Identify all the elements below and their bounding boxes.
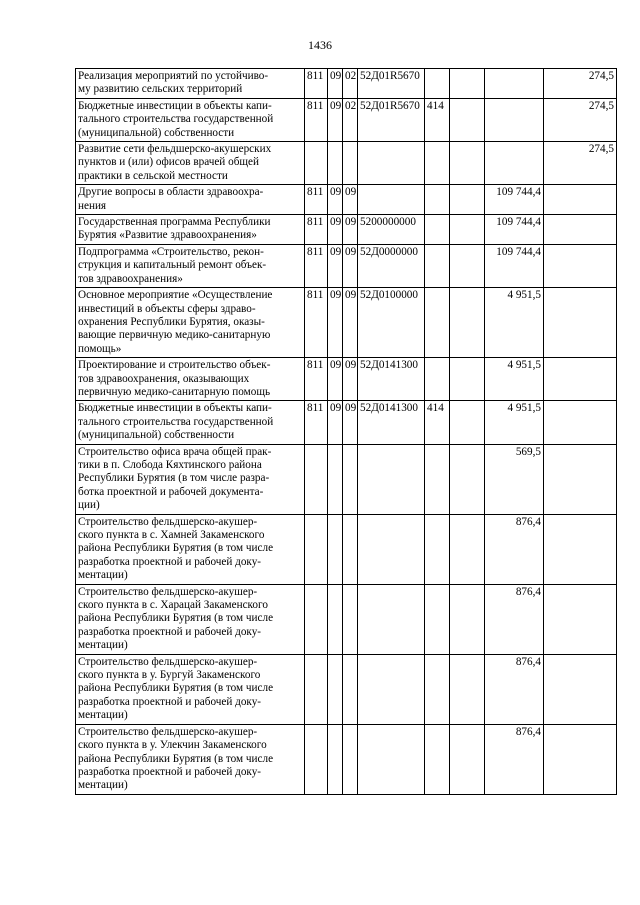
cell-target-article bbox=[358, 444, 425, 514]
cell-section bbox=[328, 724, 343, 794]
cell-sum-2: 109 744,4 bbox=[485, 244, 544, 287]
cell-target-article: 5200000000 bbox=[358, 215, 425, 245]
cell-sum-3: 274,5 bbox=[544, 69, 617, 99]
cell-subsection bbox=[343, 724, 358, 794]
cell-grbs: 811 bbox=[305, 288, 328, 358]
cell-sum-3 bbox=[544, 444, 617, 514]
cell-section bbox=[328, 654, 343, 724]
cell-sum-3 bbox=[544, 215, 617, 245]
cell-section bbox=[328, 142, 343, 185]
cell-name: Строительство офиса врача общей прак- тики в п. Слобода Кяхтинского района Республики Бурятия (в том числе разра- ботка проектной и рабочей документа- ции) bbox=[76, 444, 305, 514]
cell-expense-type bbox=[425, 142, 450, 185]
table-row bbox=[76, 584, 617, 654]
cell-name: Основное мероприятие «Осуществление инвестиций в объекты сферы здраво- охранения Республики Бурятия, оказы- вающие первичную медико-санитарную помощь» bbox=[76, 288, 305, 358]
cell-grbs bbox=[305, 654, 328, 724]
cell-grbs bbox=[305, 514, 328, 584]
cell-grbs bbox=[305, 142, 328, 185]
cell-sum-1 bbox=[450, 444, 485, 514]
cell-subsection bbox=[343, 584, 358, 654]
cell-target-article: 52Д0141300 bbox=[358, 401, 425, 444]
cell-target-article bbox=[358, 654, 425, 724]
budget-table bbox=[75, 68, 617, 795]
cell-sum-3 bbox=[544, 514, 617, 584]
cell-expense-type bbox=[425, 358, 450, 401]
cell-sum-1 bbox=[450, 401, 485, 444]
cell-sum-1 bbox=[450, 69, 485, 99]
cell-target-article bbox=[358, 584, 425, 654]
cell-subsection: 09 bbox=[343, 288, 358, 358]
table-row bbox=[76, 215, 617, 245]
cell-grbs bbox=[305, 724, 328, 794]
cell-sum-1 bbox=[450, 244, 485, 287]
cell-sum-2: 109 744,4 bbox=[485, 185, 544, 215]
cell-grbs: 811 bbox=[305, 244, 328, 287]
cell-name: Реализация мероприятий по устойчиво- му развитию сельских территорий bbox=[76, 69, 305, 99]
cell-grbs: 811 bbox=[305, 401, 328, 444]
cell-section bbox=[328, 584, 343, 654]
cell-target-article bbox=[358, 514, 425, 584]
cell-grbs: 811 bbox=[305, 69, 328, 99]
cell-section: 09 bbox=[328, 185, 343, 215]
cell-section: 09 bbox=[328, 69, 343, 99]
cell-name: Подпрограмма «Строительство, рекон- струкция и капитальный ремонт объек- тов здравоохранения» bbox=[76, 244, 305, 287]
cell-sum-1 bbox=[450, 288, 485, 358]
cell-sum-2: 4 951,5 bbox=[485, 358, 544, 401]
cell-subsection bbox=[343, 654, 358, 724]
cell-sum-2: 4 951,5 bbox=[485, 401, 544, 444]
table-row bbox=[76, 69, 617, 99]
cell-subsection: 02 bbox=[343, 98, 358, 141]
cell-expense-type bbox=[425, 215, 450, 245]
cell-expense-type bbox=[425, 654, 450, 724]
table-row bbox=[76, 244, 617, 287]
cell-target-article bbox=[358, 142, 425, 185]
cell-name: Строительство фельдшерско-акушер- ского пункта в с. Хамней Закаменского района Республики Бурятия (в том числе разработка проектной и рабочей доку- ментации) bbox=[76, 514, 305, 584]
table-row bbox=[76, 98, 617, 141]
cell-expense-type bbox=[425, 288, 450, 358]
cell-sum-3: 274,5 bbox=[544, 142, 617, 185]
table-row bbox=[76, 358, 617, 401]
cell-section: 09 bbox=[328, 288, 343, 358]
cell-sum-1 bbox=[450, 142, 485, 185]
cell-sum-3 bbox=[544, 288, 617, 358]
table-row bbox=[76, 444, 617, 514]
cell-grbs: 811 bbox=[305, 98, 328, 141]
cell-sum-2 bbox=[485, 98, 544, 141]
cell-subsection: 09 bbox=[343, 401, 358, 444]
cell-sum-1 bbox=[450, 654, 485, 724]
cell-sum-1 bbox=[450, 215, 485, 245]
cell-target-article: 52Д0000000 bbox=[358, 244, 425, 287]
cell-name: Строительство фельдшерско-акушер- ского пункта в у. Бургуй Закаменского района Республики Бурятия (в том числе разработка проектной и рабочей доку- ментации) bbox=[76, 654, 305, 724]
cell-section bbox=[328, 444, 343, 514]
cell-sum-2: 876,4 bbox=[485, 724, 544, 794]
cell-grbs: 811 bbox=[305, 185, 328, 215]
cell-target-article: 52Д01R5670 bbox=[358, 69, 425, 99]
cell-sum-3 bbox=[544, 185, 617, 215]
cell-sum-3: 274,5 bbox=[544, 98, 617, 141]
cell-expense-type bbox=[425, 69, 450, 99]
cell-subsection bbox=[343, 444, 358, 514]
cell-name: Строительство фельдшерско-акушер- ского пункта в у. Улекчин Закаменского района Республики Бурятия (в том числе разработка проектной и рабочей доку- ментации) bbox=[76, 724, 305, 794]
cell-name: Бюджетные инвестиции в объекты капи- тального строительства государственной (муниципальной) собственности bbox=[76, 401, 305, 444]
cell-expense-type bbox=[425, 444, 450, 514]
cell-target-article bbox=[358, 185, 425, 215]
cell-subsection: 02 bbox=[343, 69, 358, 99]
cell-expense-type bbox=[425, 514, 450, 584]
table-row bbox=[76, 288, 617, 358]
cell-sum-2: 876,4 bbox=[485, 514, 544, 584]
cell-section: 09 bbox=[328, 244, 343, 287]
cell-sum-1 bbox=[450, 185, 485, 215]
cell-name: Бюджетные инвестиции в объекты капи- тального строительства государственной (муниципальной) собственности bbox=[76, 98, 305, 141]
cell-sum-1 bbox=[450, 584, 485, 654]
cell-sum-1 bbox=[450, 98, 485, 141]
cell-sum-3 bbox=[544, 401, 617, 444]
cell-subsection: 09 bbox=[343, 185, 358, 215]
cell-sum-3 bbox=[544, 654, 617, 724]
cell-section: 09 bbox=[328, 358, 343, 401]
cell-grbs bbox=[305, 584, 328, 654]
cell-expense-type: 414 bbox=[425, 401, 450, 444]
cell-grbs: 811 bbox=[305, 358, 328, 401]
table-body bbox=[76, 69, 617, 795]
cell-sum-3 bbox=[544, 724, 617, 794]
cell-sum-1 bbox=[450, 724, 485, 794]
table-row bbox=[76, 142, 617, 185]
cell-target-article bbox=[358, 724, 425, 794]
cell-name: Развитие сети фельдшерско-акушерских пунктов и (или) офисов врачей общей практики в сельской местности bbox=[76, 142, 305, 185]
cell-section bbox=[328, 514, 343, 584]
page-number: 1436 bbox=[308, 38, 332, 52]
table-row bbox=[76, 401, 617, 444]
cell-sum-2: 4 951,5 bbox=[485, 288, 544, 358]
cell-sum-2: 569,5 bbox=[485, 444, 544, 514]
cell-target-article: 52Д0141300 bbox=[358, 358, 425, 401]
cell-name: Проектирование и строительство объек- тов здравоохранения, оказывающих первичную медико-санитарную помощь bbox=[76, 358, 305, 401]
cell-subsection: 09 bbox=[343, 358, 358, 401]
table-row bbox=[76, 514, 617, 584]
cell-subsection bbox=[343, 514, 358, 584]
cell-subsection: 09 bbox=[343, 244, 358, 287]
cell-sum-3 bbox=[544, 244, 617, 287]
cell-subsection: 09 bbox=[343, 215, 358, 245]
cell-grbs: 811 bbox=[305, 215, 328, 245]
cell-sum-1 bbox=[450, 358, 485, 401]
table-row bbox=[76, 724, 617, 794]
cell-sum-3 bbox=[544, 358, 617, 401]
cell-sum-2: 109 744,4 bbox=[485, 215, 544, 245]
cell-target-article: 52Д01R5670 bbox=[358, 98, 425, 141]
table-row bbox=[76, 654, 617, 724]
cell-expense-type bbox=[425, 244, 450, 287]
cell-grbs bbox=[305, 444, 328, 514]
cell-sum-2: 876,4 bbox=[485, 584, 544, 654]
cell-section: 09 bbox=[328, 215, 343, 245]
cell-expense-type bbox=[425, 724, 450, 794]
cell-subsection bbox=[343, 142, 358, 185]
cell-sum-2: 876,4 bbox=[485, 654, 544, 724]
cell-expense-type: 414 bbox=[425, 98, 450, 141]
table-row bbox=[76, 185, 617, 215]
cell-sum-2 bbox=[485, 69, 544, 99]
cell-expense-type bbox=[425, 584, 450, 654]
cell-section: 09 bbox=[328, 98, 343, 141]
cell-expense-type bbox=[425, 185, 450, 215]
cell-sum-1 bbox=[450, 514, 485, 584]
cell-name: Строительство фельдшерско-акушер- ского пункта в с. Харацай Закаменского района Республики Бурятия (в том числе разработка проектной и рабочей доку- ментации) bbox=[76, 584, 305, 654]
cell-name: Государственная программа Республики Бурятия «Развитие здравоохранения» bbox=[76, 215, 305, 245]
cell-target-article: 52Д0100000 bbox=[358, 288, 425, 358]
cell-sum-2 bbox=[485, 142, 544, 185]
cell-section: 09 bbox=[328, 401, 343, 444]
cell-name: Другие вопросы в области здравоохра- нения bbox=[76, 185, 305, 215]
cell-sum-3 bbox=[544, 584, 617, 654]
